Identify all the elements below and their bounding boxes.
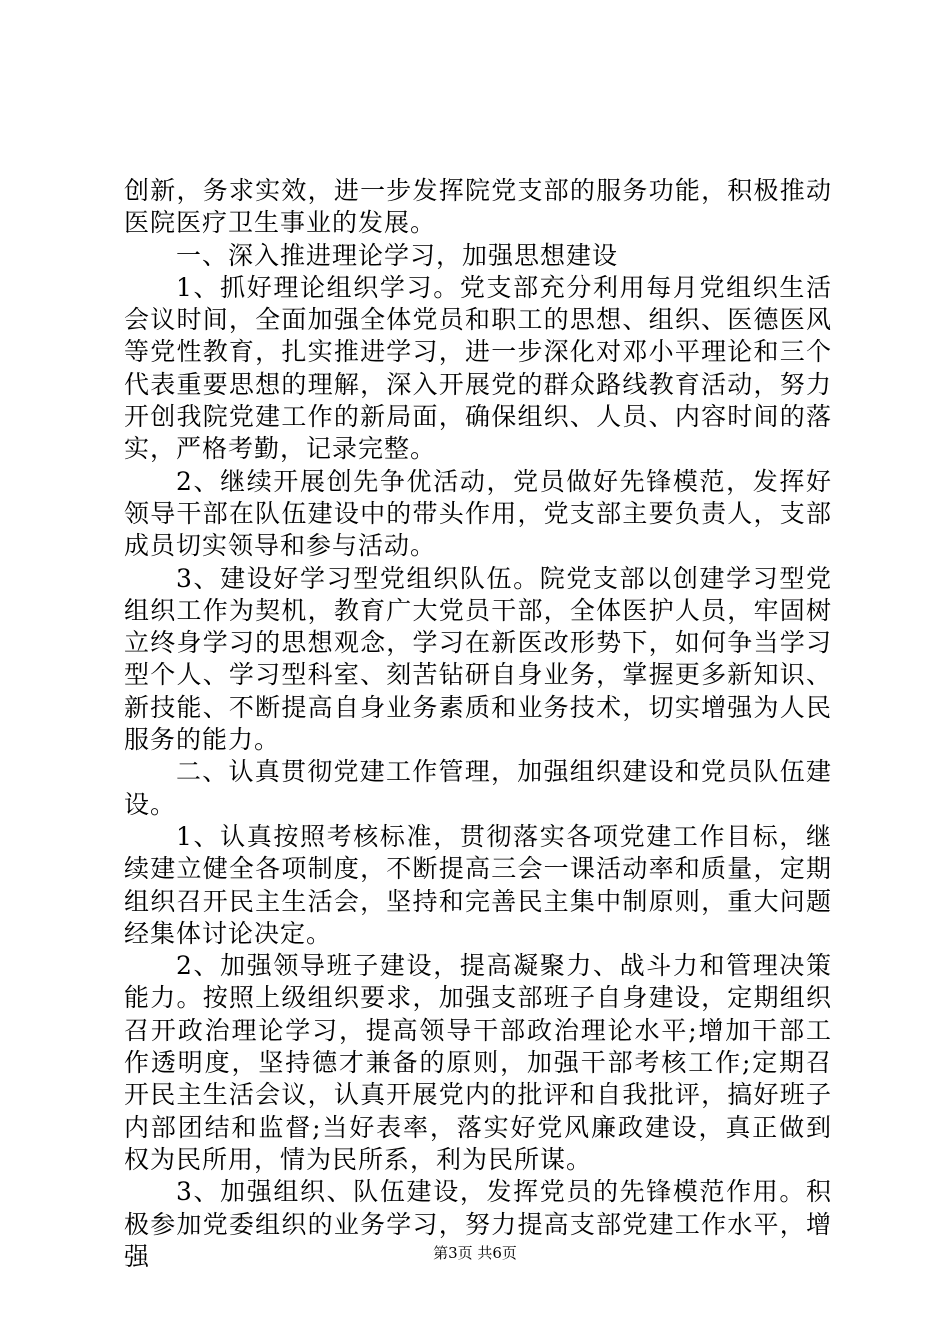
paragraph-1-1: 1、抓好理论组织学习。党支部充分利用每月党组织生活会议时间，全面加强全体党员和职工的思想、组织、医德医风等党性教育，扎实推进学习，进一步深化对邓小平理论和三个代表重要思想的理解，深入开展党的群众路线教育活动，努力开创我院党建工作的新局面，确保组织、人员、内容时间的落实，严格考勤，记录完整。 [124, 272, 832, 464]
section-heading-2: 二、认真贯彻党建工作管理，加强组织建设和党员队伍建设。 [124, 757, 832, 819]
paragraph-2-2: 2、加强领导班子建设，提高凝聚力、战斗力和管理决策能力。按照上级组织要求，加强支部班子自身建设，定期组织召开政治理论学习，提高领导干部政治理论水平;增加干部工作透明度，坚持德才兼备的原则，加强干部考核工作;定期召开民主生活会议，认真开展党内的批评和自我批评，搞好班子内部团结和监督;当好表率，落实好党风廉政建设，真正做到权为民所用，情为民所系，利为民所谋。 [124, 951, 832, 1174]
paragraph-2-3: 3、加强组织、队伍建设，发挥党员的先锋模范作用。积极参加党委组织的业务学习，努力提高支部党建工作水平，增强 [124, 1177, 832, 1271]
paragraph-continuation: 创新，务求实效，进一步发挥院党支部的服务功能，积极推动医院医疗卫生事业的发展。 [124, 176, 832, 238]
page-footer: 第3页 共6页 [433, 1244, 517, 1262]
paragraph-1-2: 2、继续开展创先争优活动，党员做好先锋模范，发挥好领导干部在队伍建设中的带头作用，党支部主要负责人，支部成员切实领导和参与活动。 [124, 466, 832, 561]
paragraph-2-1: 1、认真按照考核标准，贯彻落实各项党建工作目标，继续建立健全各项制度，不断提高三会一课活动率和质量，定期组织召开民主生活会，坚持和完善民主集中制原则，重大问题经集体讨论决定。 [124, 821, 832, 948]
section-heading-1: 一、深入推进理论学习，加强思想建设 [176, 240, 619, 270]
document-body [124, 175, 832, 1273]
paragraph-1-3: 3、建设好学习型党组织队伍。院党支部以创建学习型党组织工作为契机，教育广大党员干部，全体医护人员，牢固树立终身学习的思想观念，学习在新医改形势下，如何争当学习型个人、学习型科室、刻苦钻研自身业务，掌握更多新知识、新技能、不断提高自身业务素质和业务技术，切实增强为人民服务的能力。 [124, 563, 832, 755]
